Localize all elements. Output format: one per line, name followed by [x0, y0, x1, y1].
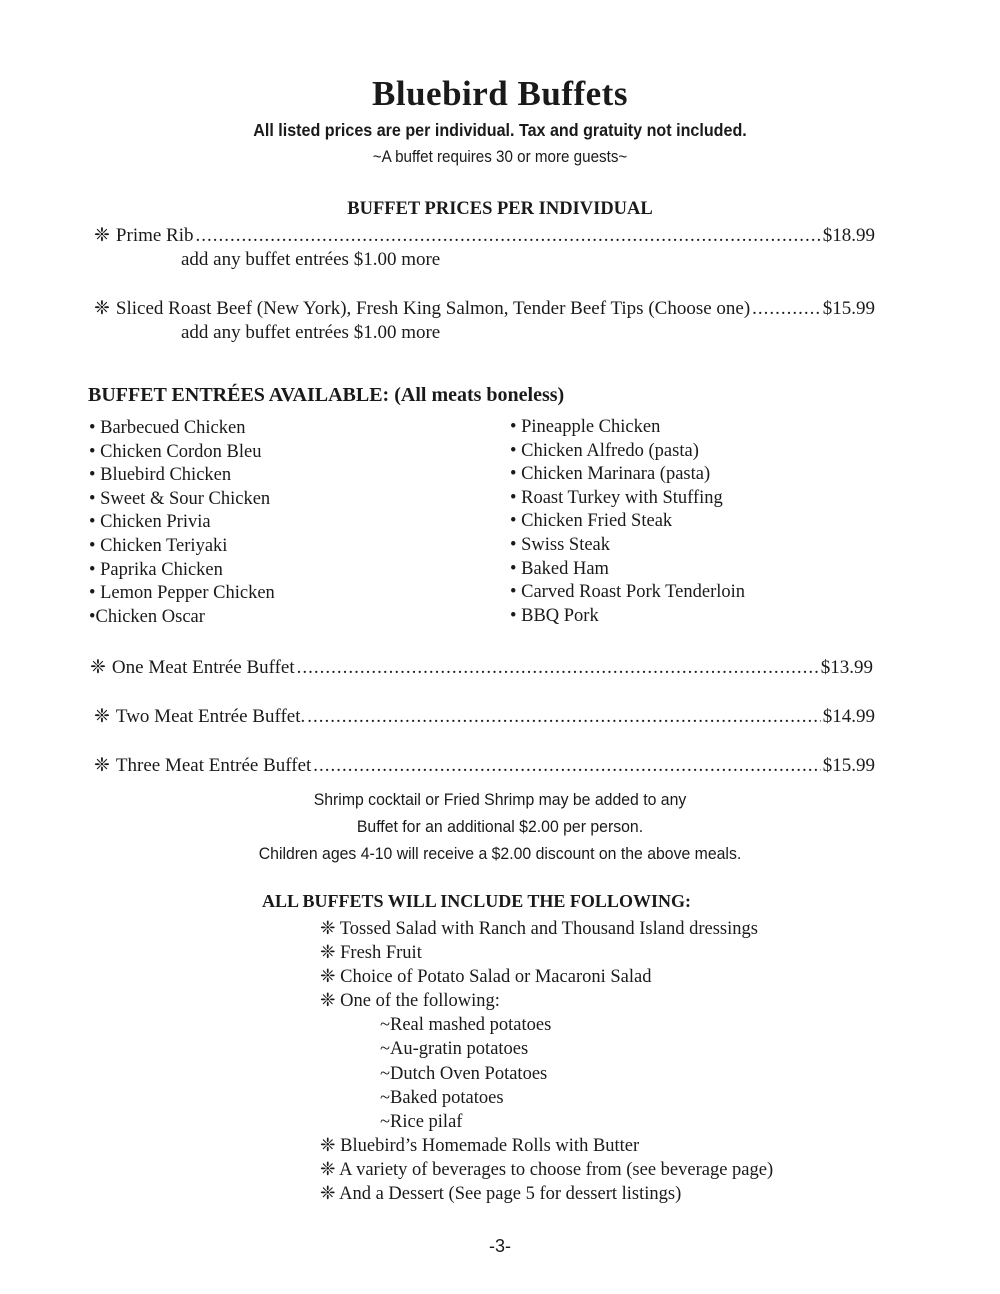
- list-item: • Chicken Cordon Bleu: [89, 441, 262, 462]
- price-value: $15.99: [822, 298, 875, 319]
- entree-list-right: [510, 416, 745, 628]
- leader-dots: [196, 225, 821, 247]
- children-discount-note: Children ages 4-10 will receive a $2.00 discount on the above meals.: [258, 844, 742, 863]
- list-item: • Carved Roast Pork Tenderloin: [510, 582, 746, 603]
- list-item: • Pineapple Chicken: [510, 417, 661, 437]
- list-item: • Chicken Teriyaki: [89, 535, 228, 556]
- price-label: Sliced Roast Beef (New York), Fresh King Salmon, Tender Beef Tips (Choose one): [115, 298, 751, 319]
- page-number: -3-: [489, 1236, 511, 1256]
- leader-dots: [307, 706, 821, 728]
- buffet-price: $15.99: [822, 755, 875, 776]
- list-item: • Chicken Alfredo (pasta): [510, 440, 699, 461]
- list-item: • BBQ Pork: [510, 605, 599, 626]
- leader-dots: [752, 298, 821, 320]
- price-note: add any buffet entrées $1.00 more: [181, 249, 441, 270]
- list-item: ❈ And a Dessert (See page 5 for dessert listings): [320, 1184, 682, 1205]
- buffet-label: Two Meat Entrée Buffet.: [115, 706, 306, 727]
- list-item: ❈ A variety of beverages to choose from (see beverage page): [320, 1159, 774, 1180]
- buffet-line-one-meat: [90, 656, 873, 679]
- entree-list-left: [89, 417, 275, 629]
- list-item: ❈ Bluebird’s Homemade Rolls with Butter: [320, 1135, 640, 1156]
- list-item: •Chicken Oscar: [89, 606, 205, 627]
- list-item: • Lemon Pepper Chicken: [89, 583, 275, 604]
- list-item: • Chicken Fried Steak: [510, 511, 673, 532]
- list-item: • Barbecued Chicken: [89, 418, 246, 438]
- entrees-heading: BUFFET ENTRÉES AVAILABLE: (All meats boneless): [88, 384, 565, 406]
- price-note: add any buffet entrées $1.00 more: [181, 322, 441, 343]
- page-title: Bluebird Buffets: [372, 74, 628, 113]
- list-item: ❈ Choice of Potato Salad or Macaroni Salad: [320, 967, 652, 988]
- ornament-icon: ❈: [94, 298, 110, 319]
- list-item: • Paprika Chicken: [89, 559, 223, 580]
- price-label: Prime Rib: [115, 225, 194, 246]
- price-disclaimer: All listed prices are per individual. Tax and gratuity not included.: [253, 120, 747, 140]
- ornament-icon: ❈: [94, 755, 110, 776]
- list-item: • Bluebird Chicken: [89, 465, 232, 486]
- list-item: • Swiss Steak: [510, 534, 611, 555]
- list-item: ~Au-gratin potatoes: [380, 1039, 529, 1060]
- buffet-price: $13.99: [820, 657, 873, 678]
- ornament-icon: ❈: [94, 706, 110, 727]
- ornament-icon: ❈: [90, 657, 106, 678]
- shrimp-note-line-1: Shrimp cocktail or Fried Shrimp may be added to any: [313, 790, 687, 809]
- price-line-prime-rib: [94, 224, 875, 247]
- list-item: • Sweet & Sour Chicken: [89, 488, 271, 509]
- list-item: • Baked Ham: [510, 558, 609, 579]
- leader-dots: [297, 657, 819, 679]
- price-value: $18.99: [822, 225, 875, 246]
- list-item: ❈ Tossed Salad with Ranch and Thousand Island dressings: [320, 919, 758, 939]
- includes-list: [320, 917, 773, 1206]
- buffet-label: One Meat Entrée Buffet: [111, 657, 295, 678]
- buffet-prices-heading: BUFFET PRICES PER INDIVIDUAL: [347, 199, 653, 219]
- list-item: • Chicken Marinara (pasta): [510, 464, 711, 485]
- list-item: • Chicken Privia: [89, 512, 211, 533]
- list-item: ~Real mashed potatoes: [380, 1015, 552, 1036]
- ornament-icon: ❈: [94, 225, 110, 246]
- buffet-line-three-meat: [94, 754, 875, 777]
- price-line-roast-beef: [94, 297, 875, 320]
- list-item: ~Rice pilaf: [380, 1111, 463, 1132]
- list-item: ❈ One of the following:: [320, 991, 500, 1012]
- leader-dots: [313, 755, 820, 777]
- buffet-label: Three Meat Entrée Buffet: [115, 755, 312, 776]
- buffet-price: $14.99: [822, 706, 875, 727]
- shrimp-note-line-2: Buffet for an additional $2.00 per person.: [356, 817, 644, 836]
- list-item: • Roast Turkey with Stuffing: [510, 487, 723, 508]
- list-item: ❈ Fresh Fruit: [320, 943, 422, 964]
- guest-minimum-note: ~A buffet requires 30 or more guests~: [372, 148, 628, 166]
- buffet-line-two-meat: [94, 705, 875, 728]
- list-item: ~Baked potatoes: [380, 1087, 504, 1108]
- includes-heading: ALL BUFFETS WILL INCLUDE THE FOLLOWING:: [262, 891, 691, 911]
- list-item: ~Dutch Oven Potatoes: [380, 1063, 548, 1084]
